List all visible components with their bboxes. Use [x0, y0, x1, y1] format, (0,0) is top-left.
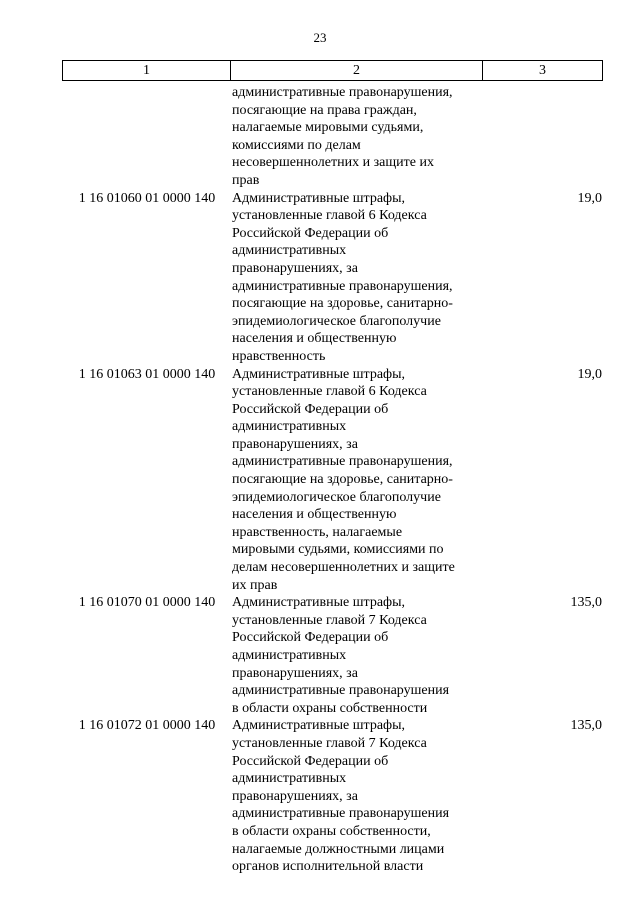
table-header [62, 60, 603, 81]
row-description: Административные штрафы, установленные главой 6 Кодекса Российской Федерации об административных правонарушениях, за административные правонарушения, посягающие на здоровье, санитарно- эпидемиологическое благополучие населения и общественную нравственность, налагаемые мировыми судьями, комиссиями по делам несовершеннолетних и защите их прав [232, 366, 455, 593]
table-row [62, 190, 602, 366]
row-code [62, 84, 232, 190]
table-body [62, 84, 602, 876]
row-code: 1 16 01063 01 0000 140 [78, 366, 216, 382]
page-number: 23 [313, 30, 327, 45]
table-row-continuation [62, 84, 602, 190]
row-description: Административные штрафы, установленные главой 6 Кодекса Российской Федерации об административных правонарушениях, за административные правонарушения, посягающие на здоровье, санитарно- эпидемиологическое благополучие населения и общественную нравственность [232, 190, 453, 364]
row-amount: 135,0 [570, 595, 602, 611]
row-amount: 19,0 [577, 190, 602, 206]
row-code: 1 16 01060 01 0000 140 [78, 190, 216, 206]
row-description: Административные штрафы, установленные главой 7 Кодекса Российской Федерации об административных правонарушениях, за административные правонарушения в области охраны собственности, налагаемые должностными лицами органов исполнительной власти [232, 718, 450, 875]
table-row [62, 717, 602, 875]
column-header-3: 3 [483, 61, 603, 81]
row-amount [484, 84, 602, 190]
table-row [62, 366, 602, 595]
row-description: Административные штрафы, установленные главой 7 Кодекса Российской Федерации об административных правонарушениях, за административные правонарушения в области охраны собственности [232, 595, 450, 716]
column-header-2: 2 [231, 61, 483, 81]
row-amount: 135,0 [570, 718, 602, 734]
row-code: 1 16 01072 01 0000 140 [78, 718, 216, 734]
row-amount: 19,0 [577, 366, 602, 382]
row-code: 1 16 01070 01 0000 140 [78, 595, 216, 611]
table-header-row [63, 61, 603, 81]
row-description: административные правонарушения, посягающие на права граждан, налагаемые мировыми судьями, комиссиями по делам несовершеннолетних и защите их прав [232, 85, 453, 188]
column-header-1: 1 [63, 61, 231, 81]
table-row [62, 594, 602, 717]
